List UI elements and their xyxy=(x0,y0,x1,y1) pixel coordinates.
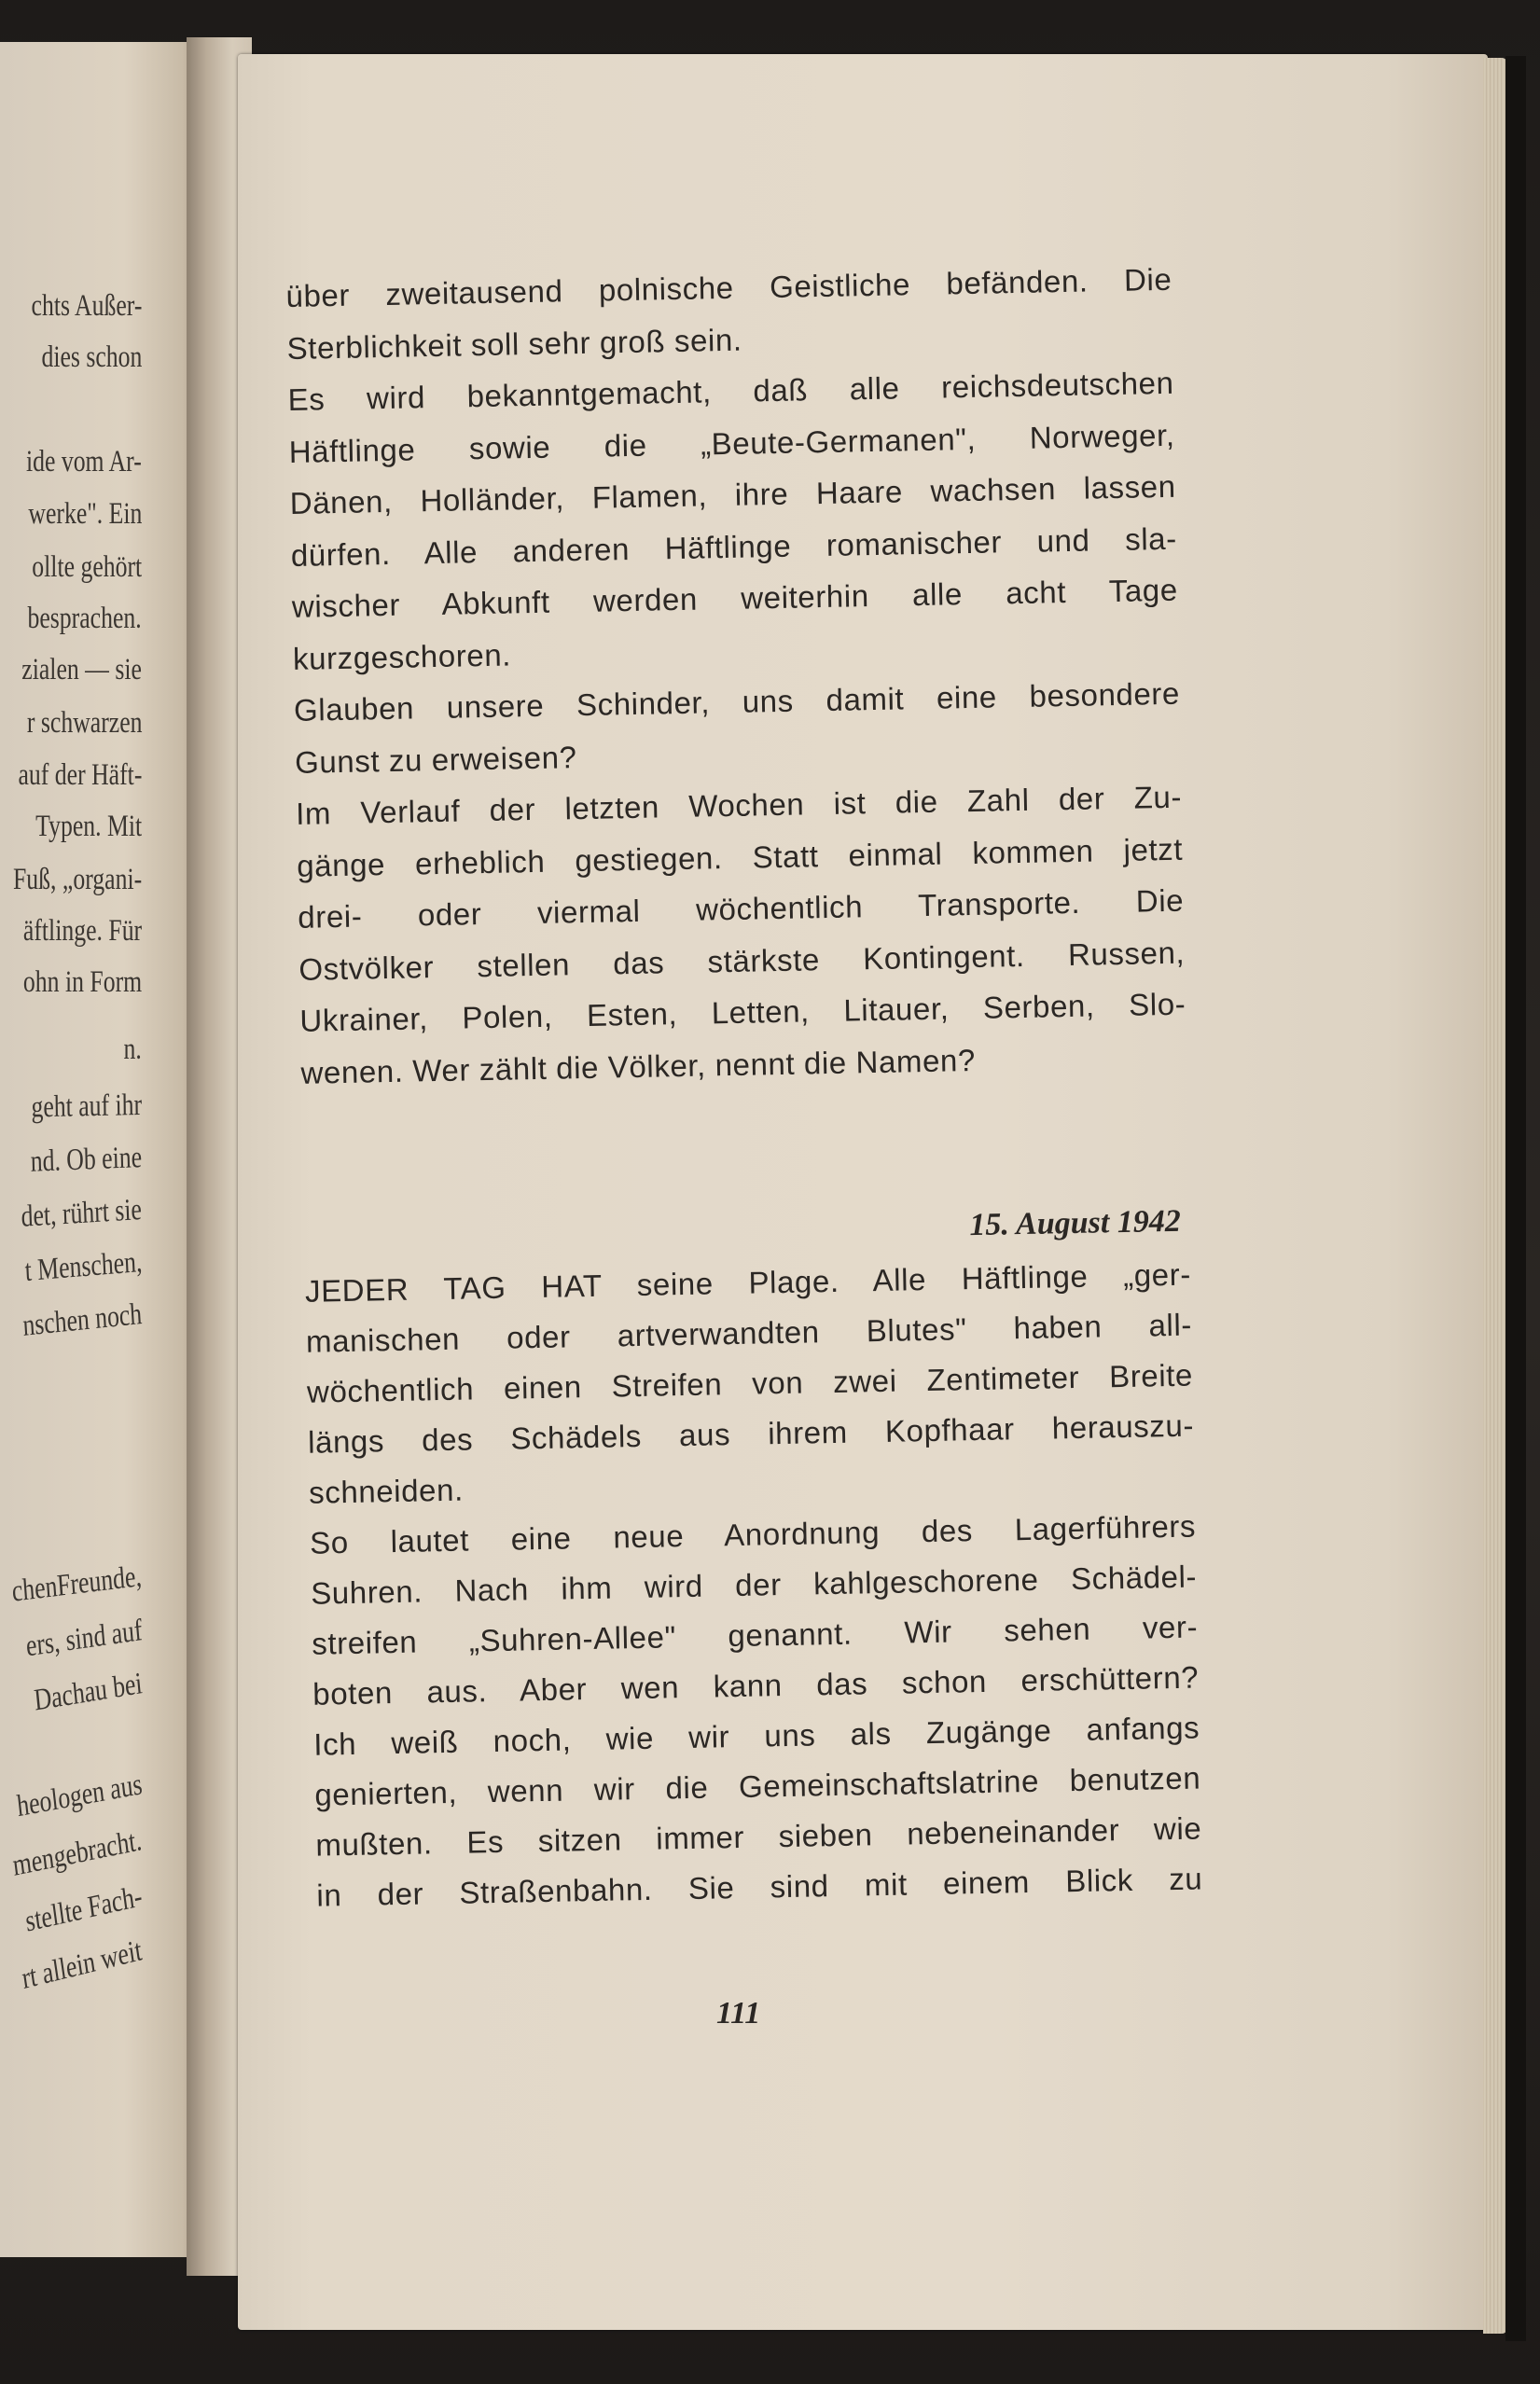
section-1 xyxy=(285,254,1187,1099)
left-page-line: nd. Ob eine xyxy=(30,1141,143,1179)
text-line: Ich weiß noch, wie wir uns als Zugänge anfangs xyxy=(312,1710,1200,1762)
left-page-line: heologen aus xyxy=(15,1767,144,1824)
text-line: dürfen. Alle anderen Häftlinge romanischer und sla- xyxy=(290,520,1178,573)
text-line: Ukrainer, Polen, Esten, Letten, Litauer, Serben, Slo- xyxy=(299,986,1186,1038)
page-edges xyxy=(1483,58,1507,2334)
text-line: Es wird bekanntgemacht, daß alle reichsdeutschen xyxy=(287,365,1174,417)
left-page-line: zialen — sie xyxy=(21,653,142,686)
left-page-line: r schwarzen xyxy=(26,706,142,740)
left-page-line: ide vom Ar- xyxy=(26,445,142,478)
left-page-line: ollte gehört xyxy=(32,550,142,584)
left-page-line: geht auf ihr xyxy=(31,1088,143,1125)
text-line: Häftlinge sowie die „Beute-Germanen", Norweger, xyxy=(288,417,1175,469)
text-line: manischen oder artverwandten Blutes" haben all- xyxy=(305,1307,1193,1359)
text-line: boten aus. Aber wen kann das schon erschüttern? xyxy=(312,1659,1200,1712)
text-line: streifen „Suhren-Allee" genannt. Wir sehen ver- xyxy=(311,1609,1199,1661)
text-line: Suhren. Nach ihm wird der kahlgeschorene Schädel- xyxy=(310,1559,1198,1611)
entry-date: 15. August 1942 xyxy=(969,1203,1182,1243)
text-line: Im Verlauf der letzten Wochen ist die Zahl der Zu- xyxy=(295,779,1183,831)
left-page-line: mengebracht. xyxy=(11,1823,145,1883)
text-line: JEDER TAG HAT seine Plage. Alle Häftlinge „ger- xyxy=(304,1256,1192,1309)
left-page-line: ohn in Form xyxy=(22,965,142,999)
left-page-line: Typen. Mit xyxy=(35,810,142,843)
left-page-line: chenFreunde, xyxy=(10,1559,144,1609)
left-page-line: auf der Häft- xyxy=(18,758,142,792)
left-page-line: det, rührt sie xyxy=(21,1193,143,1234)
text-line: drei- oder viermal wöchentlich Transporte. Die xyxy=(297,882,1185,935)
left-page-line: stellte Fach- xyxy=(22,1879,145,1939)
left-page-line: dies schon xyxy=(41,340,142,374)
left-page-line: Dachau bei xyxy=(32,1667,144,1718)
text-line: über zweitausend polnische Geistliche befänden. Die xyxy=(285,261,1172,313)
text-line: mußten. Es sitzen immer sieben nebeneinander wie xyxy=(315,1810,1202,1863)
left-page-text xyxy=(0,42,196,2257)
left-page-line: rt allein weit xyxy=(20,1934,145,1996)
text-line: Sterblichkeit soll sehr groß sein. xyxy=(286,322,742,366)
text-line: wöchentlich einen Streifen von zwei Zentimeter Breite xyxy=(306,1357,1194,1409)
page-number: 111 xyxy=(716,1996,761,2031)
text-line: gänge erheblich gestiegen. Statt einmal kommen jetzt xyxy=(296,831,1184,883)
text-line: schneiden. xyxy=(308,1472,465,1510)
text-line: Ostvölker stellen das stärkste Kontingent. Russen, xyxy=(298,935,1186,987)
left-page-line: n. xyxy=(123,1033,142,1066)
left-page-line: werke". Ein xyxy=(27,497,142,531)
text-line: So lautet eine neue Anordnung des Lagerführers xyxy=(309,1508,1197,1560)
text-line: Gunst zu erweisen? xyxy=(294,739,577,780)
left-page-line: t Menschen, xyxy=(23,1245,143,1289)
left-page-line: nschen noch xyxy=(21,1297,144,1343)
text-line: wenen. Wer zählt die Völker, nennt die Namen? xyxy=(300,1042,977,1090)
text-line: wischer Abkunft werden weiterhin alle acht Tage xyxy=(291,572,1179,624)
left-page-line: Fuß, „organi- xyxy=(12,863,142,896)
left-page-line: chts Außer- xyxy=(31,289,142,323)
section-gap xyxy=(301,1082,1189,1211)
left-page-line: besprachen. xyxy=(27,602,142,635)
text-line: Dänen, Holländer, Flamen, ihre Haare wachsen lassen xyxy=(289,468,1176,520)
section-2 xyxy=(305,1250,1203,1921)
page-body-text xyxy=(285,254,1203,1921)
text-line: Glauben unsere Schinder, uns damit eine besondere xyxy=(293,675,1181,728)
left-page-line: ers, sind auf xyxy=(24,1614,144,1664)
book-cover-edge xyxy=(1505,56,1526,2341)
text-line: in der Straßenbahn. Sie sind mit einem Blick zu xyxy=(316,1861,1203,1913)
text-line: genierten, wenn wir die Gemeinschaftslatrine benutzen xyxy=(314,1760,1201,1812)
text-line: kurzgeschoren. xyxy=(292,636,512,676)
left-facing-page xyxy=(0,42,207,2257)
left-page-line: äftlinge. Für xyxy=(22,914,142,948)
text-line: längs des Schädels aus ihrem Kopfhaar herauszu- xyxy=(307,1407,1195,1460)
